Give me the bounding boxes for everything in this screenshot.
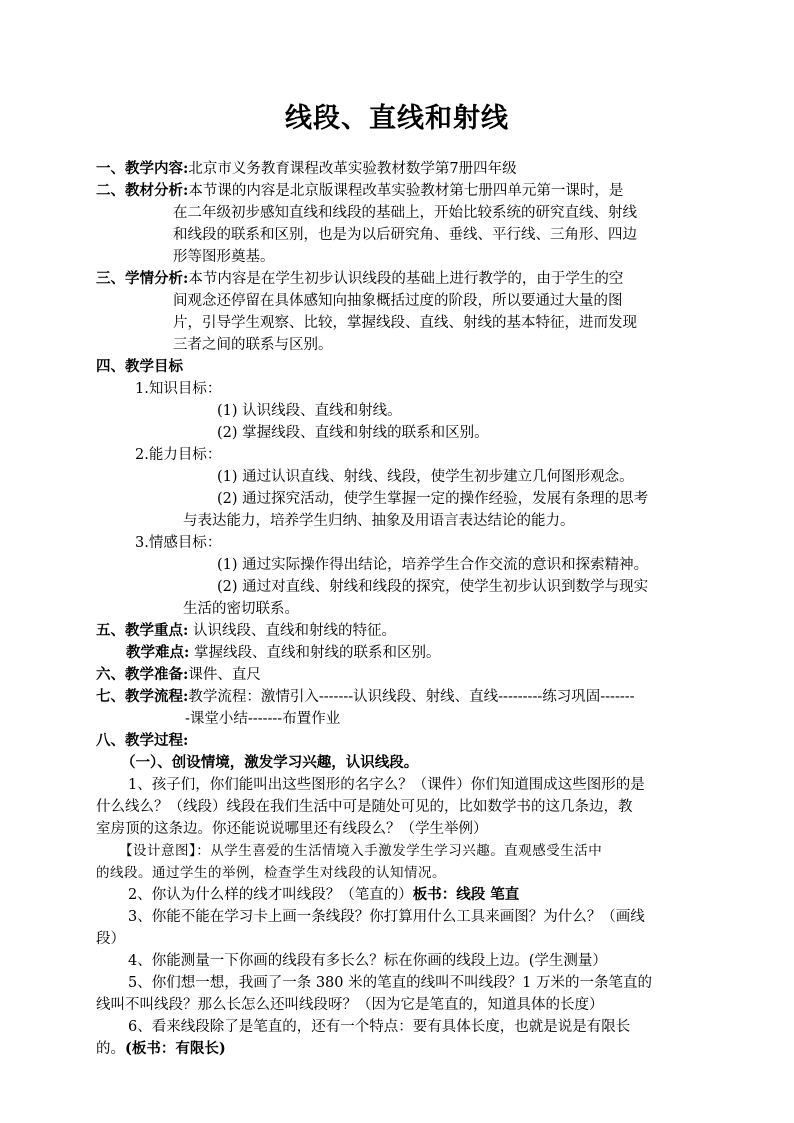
section-content <box>96 158 517 180</box>
paragraph-text: 2、你认为什么样的线才叫线段？（笔直的） <box>128 887 413 903</box>
paragraph-line: 3、你能不能在学习卡上画一条线段？你打算用什么工具来画图？为什么？（画线 <box>128 909 645 925</box>
paragraph-text: 的。 <box>96 1041 125 1057</box>
paragraph-line <box>96 1038 226 1060</box>
section-difficulties <box>126 642 440 664</box>
paragraph-line: 5、你们想一想，我画了一条 380 米的笔直的线叫不叫线段？1 万米的一条笔直的 <box>128 975 652 991</box>
document-title: 线段、直线和射线 <box>285 103 509 134</box>
paragraph-line: 在二年级初步感知直线和线段的基础上，开始比较系统的研究直线、射线 <box>173 205 637 221</box>
goal-heading: 3.情感目标： <box>135 535 222 551</box>
section-text: 认识线段、直线和射线的特征。 <box>188 623 396 639</box>
section-text: 本节内容是在学生初步认识线段的基础上进行教学的，由于学生的空 <box>188 271 624 287</box>
goal-item: (2) 通过对直线、射线和线段的探究，使学生初步认识到数学与现实 <box>217 579 649 595</box>
paragraph-line: 片，引导学生观察、比较，掌握线段、直线、射线的基本特征，进而发现 <box>173 315 637 331</box>
paragraph-line: 间观念还停留在具体感知向抽象概括过度的阶段，所以要通过大量的图 <box>173 293 623 309</box>
board-note: (板书：有限长) <box>125 1040 226 1057</box>
section-label: 一、教学内容: <box>96 160 189 177</box>
paragraph-line: 和线段的联系和区别，也是为以后研究角、垂线、平行线、三角形、四边 <box>173 227 637 243</box>
section-label: 教学难点: <box>126 644 190 661</box>
design-intent-line: 的线段。通过学生的举例，检查学生对线段的认知情况。 <box>96 865 446 881</box>
section-goals-heading: 四、教学目标 <box>96 358 183 375</box>
section-process-heading: 八、教学过程: <box>96 732 189 749</box>
paragraph-line: 室房顶的这条边。你还能说说哪里还有线段么？（学生举例） <box>96 821 488 837</box>
goal-item-continued: 生活的密切联系。 <box>183 601 299 617</box>
subsection-heading: （一）、创设情境，激发学习兴趣，认识线段。 <box>121 754 419 771</box>
paragraph-line: 线叫不叫线段？那么长怎么还叫线段呀？（因为它是笔直的，知道具体的长度） <box>96 997 604 1013</box>
goal-heading: 1.知识目标： <box>135 381 222 397</box>
section-label: 二、教材分析: <box>96 182 189 199</box>
section-preparation <box>96 664 261 686</box>
paragraph-line: 1、孩子们，你们能叫出这些图形的名字么？（课件）你们知道围成这些图形的是 <box>128 777 645 793</box>
section-key-points <box>96 620 396 642</box>
paragraph-line: 4、你能测量一下你画的线段有多长么？标在你画的线段上边。(学生测量） <box>128 953 607 969</box>
paragraph-line <box>128 884 519 906</box>
goal-item: (1) 通过实际操作得出结论，培养学生合作交流的意识和探索精神。 <box>217 557 649 573</box>
section-label: 三、学情分析: <box>96 270 189 287</box>
paragraph-line: 形等图形奠基。 <box>173 249 275 265</box>
section-label: 六、教学准备: <box>96 666 189 683</box>
section-text: 北京市义务教育课程改革实验教材数学第7册四年级 <box>188 161 517 177</box>
paragraph-line: 三者之间的联系与区别。 <box>173 337 333 353</box>
section-material-analysis <box>96 180 623 202</box>
goal-item: (2) 掌握线段、直线和射线的联系和区别。 <box>217 425 489 441</box>
goal-item: (1) 认识线段、直线和射线。 <box>217 403 402 419</box>
design-intent-line: 【设计意图】：从学生喜爱的生活情境入手激发学生学习兴趣。直观感受生活中 <box>119 843 603 859</box>
paragraph-line: -课堂小结-------布置作业 <box>185 711 341 727</box>
section-text: 本节课的内容是北京版课程改革实验教材第七册四单元第一课时，是 <box>188 183 624 199</box>
section-text: 掌握线段、直线和射线的联系和区别。 <box>189 645 441 661</box>
goal-item: (1) 通过认识直线、射线、线段，使学生初步建立几何图形观念。 <box>217 469 634 485</box>
goal-heading: 2.能力目标： <box>135 447 222 463</box>
board-note: 板书：线段 笔直 <box>412 886 520 903</box>
paragraph-line: 6、看来线段除了是笔直的，还有一个特点：要有具体长度，也就是说是有限长 <box>128 1019 631 1035</box>
section-text: 教学流程：激情引入-------认识线段、射线、直线---------练习巩固------- <box>188 689 635 705</box>
section-student-analysis <box>96 268 623 290</box>
paragraph-line: 什么线么？（线段）线段在我们生活中可是随处可见的，比如数学书的这几条边，教 <box>96 799 633 815</box>
section-label: 五、教学重点: <box>96 622 189 639</box>
goal-item: (2) 通过探究活动，使学生掌握一定的操作经验，发展有条理的思考 <box>217 491 649 507</box>
goal-item-continued: 与表达能力，培养学生归纳、抽象及用语言表达结论的能力。 <box>183 513 575 529</box>
paragraph-line: 段） <box>96 931 125 947</box>
section-text: 课件、直尺 <box>188 667 261 683</box>
section-flow <box>96 686 635 708</box>
section-label: 七、教学流程: <box>96 688 189 705</box>
